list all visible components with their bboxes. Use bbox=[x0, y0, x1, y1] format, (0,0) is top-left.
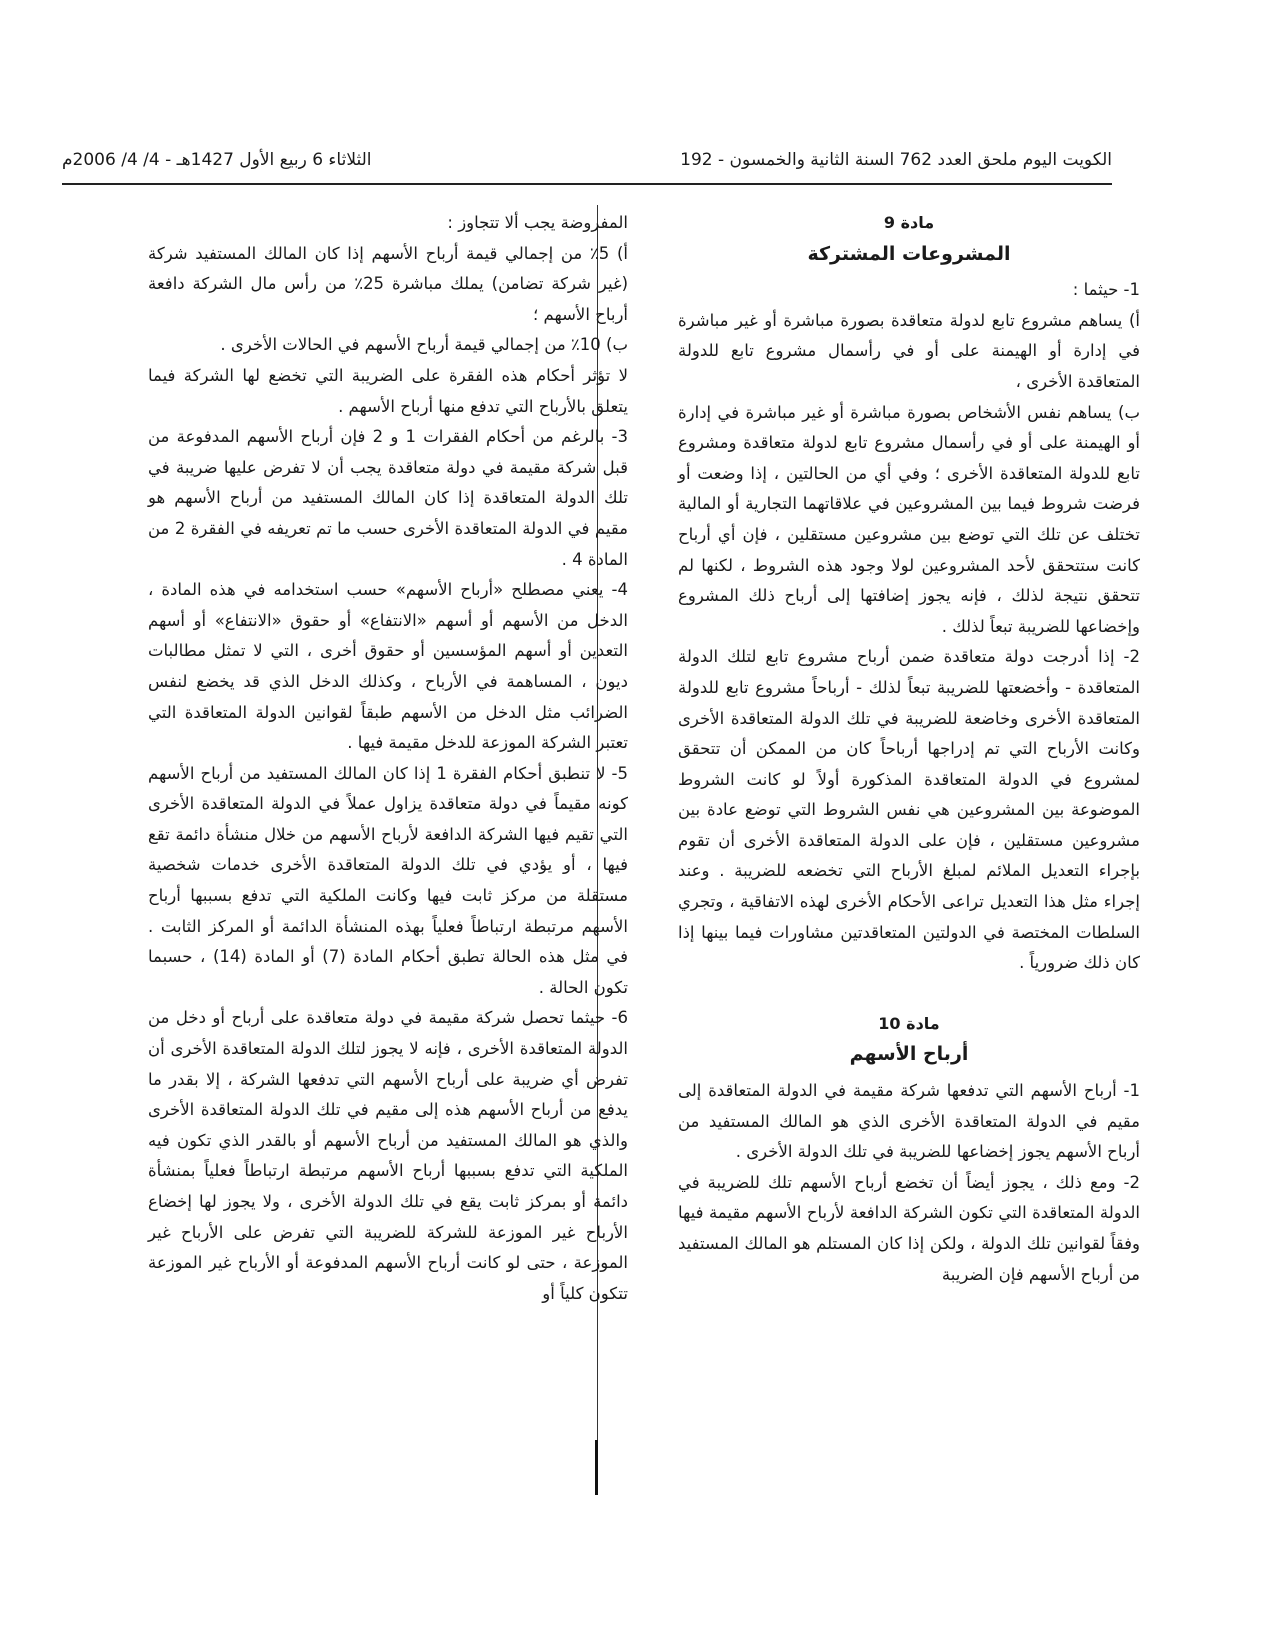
left-paragraph: 6- حيثما تحصل شركة مقيمة في دولة متعاقدة على أرباح أو دخل من الدولة المتعاقدة الأخرى ، فإنه لا يجوز لتلك الدولة المتعاقدة الأخرى أن تفرض أي ضريبة على أرباح الأسهم التي تدفعها الشركة ، إلا بقدر ما يدفع من أرباح الأسهم هذه إلى مقيم في تلك الدولة المتعاقدة الأخرى والذي هو المالك المستفيد من أرباح الأسهم أو بالقدر الذي تكون فيه الملكية التي تدفع بسببها أرباح الأسهم مرتبطة ارتباطاً فعلياً بمنشأة دائمة أو بمركز ثابت يقع في تلك الدولة الأخرى ، ولا يجوز لها إخضاع الأرباح غير الموزعة للشركة للضريبة التي تفرض على الأرباح غير الموزعة ، حتى لو كانت أرباح الأسهم المدفوعة أو الأرباح غير الموزعة تتكون كلياً أو bbox=[148, 1008, 628, 1303]
left-column bbox=[148, 208, 628, 1309]
article-9-paragraph: ب) يساهم نفس الأشخاص بصورة مباشرة أو غير مباشرة في إدارة أو الهيمنة على أو في رأسمال مشروع تابع لدولة متعاقدة ومشروع تابع للدولة المتعاقدة الأخرى ؛ وفي أي من الحالتين ، إذا وضعت أو فرضت شروط فيما بين المشروعين في علاقاتهما التجارية أو المالية تختلف عن تلك التي توضع بين مشروعين مستقلين ، فإن أي أرباح كانت ستتحقق لأحد المشروعين لولا وجود هذه الشروط ، لكنها لم تتحقق نتيجة لذلك ، فإنه يجوز إضافتها إلى أرباح ذلك المشروع وإخضاعها للضريبة تبعاً لذلك . bbox=[678, 402, 1140, 636]
left-paragraph: لا تؤثر أحكام هذه الفقرة على الضريبة التي تخضع لها الشركة فيما يتعلق بالأرباح التي تدفع منها أرباح الأسهم . bbox=[148, 365, 628, 416]
header-date: الثلاثاء 6 ربيع الأول 1427هـ - 4/ 4/ 2006م bbox=[62, 150, 372, 170]
left-paragraph: ب) 10٪ من إجمالي قيمة أرباح الأسهم في الحالات الأخرى . bbox=[220, 335, 628, 355]
left-paragraph: 5- لا تنطبق أحكام الفقرة 1 إذا كان المالك المستفيد من أرباح الأسهم كونه مقيماً في دولة متعاقدة يزاول عملاً في الدولة المتعاقدة الأخرى التي تقيم فيها الشركة الدافعة لأرباح الأسهم من خلال منشأة دائمة تقع فيها ، أو يؤدي في تلك الدولة المتعاقدة الأخرى خدمات شخصية مستقلة من مركز ثابت فيها وكانت الملكية التي تدفع بسببها أرباح الأسهم مرتبطة ارتباطاً فعلياً بهذه المنشأة الدائمة أو المركز الثابت . في مثل هذه الحالة تطبق أحكام المادة (7) أو المادة (14) ، حسبما تكون الحالة . bbox=[148, 763, 628, 997]
article-9-paragraph: 2- إذا أدرجت دولة متعاقدة ضمن أرباح مشروع تابع لتلك الدولة المتعاقدة - وأخضعتها للضريبة تبعاً لذلك - أرباحاً مشروع تابع للدولة المتعاقدة الأخرى وخاضعة للضريبة في تلك الدولة المتعاقدة الأخرى وكانت الأرباح التي تم إدراجها أرباحاً كان من الممكن أن تتحقق لمشروع في الدولة المتعاقدة المذكورة أولاً لو كانت الشروط الموضوعة بين المشروعين هي نفس الشروط التي توضع عادة بين مشروعين مستقلين ، فإن على الدولة المتعاقدة الأخرى أن تقوم بإجراء التعديل الملائم لمبلغ الأرباح التي تخضعه للضريبة . وعند إجراء مثل هذا التعديل تراعى الأحكام الأخرى لهذه الاتفاقية ، وتجري السلطات المختصة في الدولتين المتعاقدتين مشاورات فيما بينها إذا كان ذلك ضرورياً . bbox=[678, 647, 1140, 973]
column-divider-bottom-mark bbox=[595, 1440, 598, 1495]
article-10-title: أرباح الأسهم bbox=[849, 1043, 969, 1066]
left-paragraph: 4- يعني مصطلح «أرباح الأسهم» حسب استخدامه في هذه المادة ، الدخل من الأسهم أو أسهم «الانتفاع» أو حقوق «الانتفاع» أو أسهم التعدين أو أسهم المؤسسين أو حقوق أخرى ، التي لا تمثل مطالبات ديون ، المساهمة في الأرباح ، وكذلك الدخل الذي قد يخضع لنفس الضرائب مثل الدخل من الأسهم طبقاً لقوانين الدولة المتعاقدة التي تعتبر الشركة الموزعة للدخل مقيمة فيها . bbox=[148, 580, 628, 753]
article-9-paragraph: أ) يساهم مشروع تابع لدولة متعاقدة بصورة مباشرة أو غير مباشرة في إدارة أو الهيمنة على أو في رأسمال مشروع تابع للدولة المتعاقدة الأخرى ، bbox=[678, 310, 1140, 391]
article-9-title: المشروعات المشتركة bbox=[807, 242, 1011, 265]
page-header bbox=[62, 150, 1112, 178]
header-rule bbox=[62, 183, 1112, 185]
left-paragraph: 3- بالرغم من أحكام الفقرات 1 و 2 فإن أرباح الأسهم المدفوعة من قبل شركة مقيمة في دولة متعاقدة يجب أن لا تفرض عليها ضريبة في تلك الدولة المتعاقدة إذا كان المالك المستفيد من أرباح الأسهم هو مقيم في الدولة المتعاقدة الأخرى حسب ما تم تعريفه في الفقرة 2 من المادة 4 . bbox=[148, 427, 629, 569]
article-spacer bbox=[678, 979, 1140, 1009]
article-9-paragraph: 1- حيثما : bbox=[1072, 280, 1140, 300]
left-paragraph: المفروضة يجب ألا تتجاوز : bbox=[447, 213, 628, 232]
left-paragraph: أ) 5٪ من إجمالي قيمة أرباح الأسهم إذا كان المالك المستفيد شركة (غير شركة تضامن) يملك مباشرة 25٪ من رأس مال الشركة دافعة أرباح الأسهم ؛ bbox=[148, 243, 629, 324]
article-10-number: مادة 10 bbox=[878, 1013, 940, 1033]
article-9-number: مادة 9 bbox=[883, 213, 935, 232]
article-10-paragraph: 2- ومع ذلك ، يجوز أيضاً أن تخضع أرباح الأسهم تلك للضريبة في الدولة المتعاقدة التي تكون الشركة الدافعة لأرباح الأسهم مقيمة فيها وفقاً لقوانين تلك الدولة ، ولكن إذا كان المستلم هو المالك المستفيد من أرباح الأسهم فإن الضريبة bbox=[678, 1172, 1140, 1284]
right-column bbox=[678, 208, 1140, 1290]
article-10-paragraph: 1- أرباح الأسهم التي تدفعها شركة مقيمة في الدولة المتعاقدة إلى مقيم في الدولة المتعاقدة الأخرى الذي هو المالك المستفيد من أرباح الأسهم يجوز إخضاعها للضريبة في تلك الدولة الأخرى . bbox=[678, 1081, 1140, 1162]
header-publication-info: الكويت اليوم ملحق العدد 762 السنة الثانية والخمسون - 192 bbox=[680, 150, 1112, 170]
